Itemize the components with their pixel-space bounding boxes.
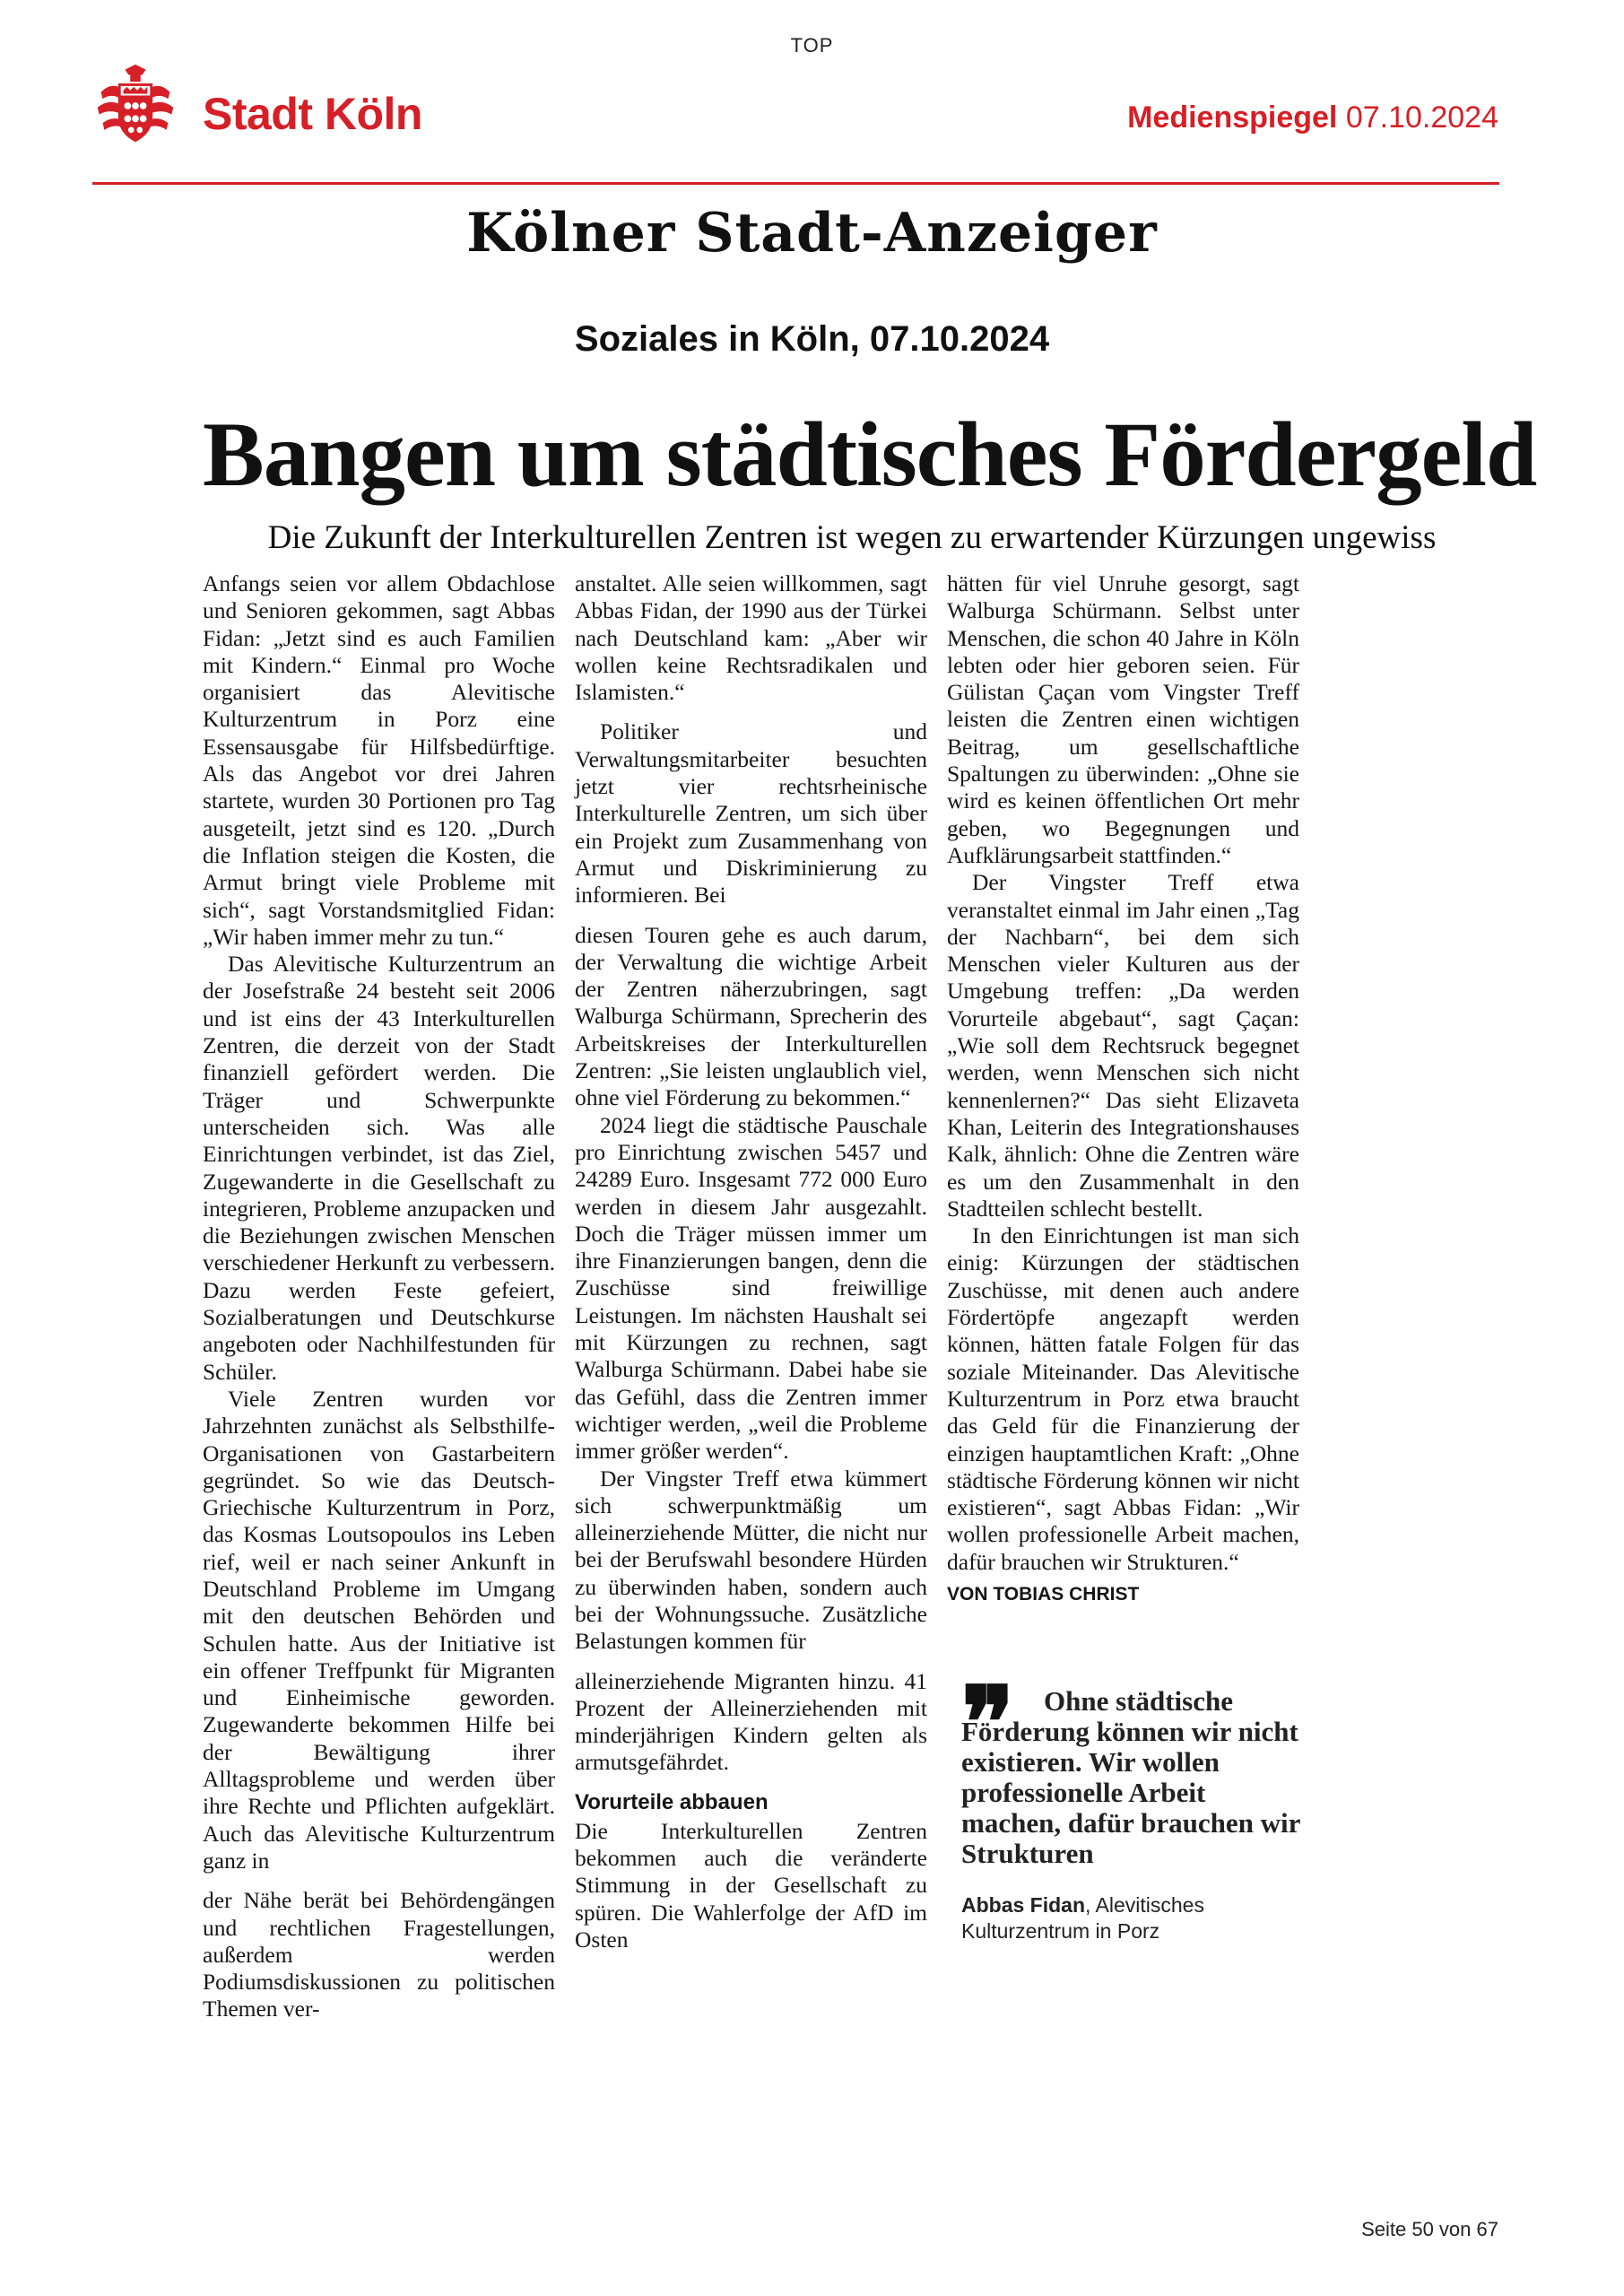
header-divider (92, 182, 1499, 185)
article-headline: Bangen um städtisches Fördergeld (203, 404, 1537, 506)
header-date: 07.10.2024 (1345, 100, 1498, 135)
paragraph: der Nähe berät bei Behördengängen und rechtlichen Fragestellungen, außerdem werden Podiumsdiskussionen zu politischen Themen ver- (203, 1887, 555, 2022)
newspaper-masthead: Kölner Stadt-Anzeiger (466, 202, 1158, 265)
article-column-2 (575, 570, 927, 1953)
quote-mark-icon: ❞ (961, 1665, 1015, 1780)
paragraph: anstaltet. Alle seien willkommen, sagt Abbas Fidan, der 1990 aus der Türkei nach Deutschland kam: „Aber wir wollen keine Rechtsradikalen und Islamisten.“ (575, 570, 927, 706)
cologne-coat-of-arms-icon (92, 63, 178, 149)
paragraph: alleinerziehende Migranten hinzu. 41 Prozent der Alleinerziehenden mit minderjährigen Kindern gelten als armutsgefährdet. (575, 1667, 927, 1776)
paragraph: diesen Touren gehe es auch darum, der Verwaltung die wichtige Arbeit der Zentren näherzubringen, sagt Walburga Schürmann, Sprecherin des Arbeitskreises der Interkulturellen Zentren: „Sie leisten unglaublich viel, ohne viel Förderung zu bekommen.“ (575, 921, 927, 1111)
paragraph: Der Vingster Treff etwa veranstaltet einmal im Jahr einen „Tag der Nachbarn“, bei dem sich Menschen vieler Kulturen aus der Umgebung treffen: „Da werden Vorurteile abgebaut“, sagt Çaçan: „Wie soll dem Rechtsruck begegnet werden, wenn Menschen sich nicht kennenlernen?“ Das sieht Elizaveta Khan, Leiterin des Integrationshauses Kalk, ähnlich: Ohne die Zentren wäre es um den Zusammenhalt in den Stadtteilen schlecht bestellt. (947, 869, 1299, 1222)
page-number: Seite 50 von 67 (1361, 2218, 1498, 2240)
section-date-line: Soziales in Köln, 07.10.2024 (574, 319, 1050, 359)
article-byline: VON TOBIAS CHRIST (947, 1583, 1140, 1605)
paragraph: Viele Zentren wurden vor Jahrzehnten zunächst als Selbsthilfe-Organisationen von Gastarbeitern gegründet. So wie das Deutsch-Griechische Kulturzentrum in Porz, das Kosmas Loutsopoulos ins Leben rief, weil er nach seiner Ankunft in Deutschland Probleme im Umgang mit den deutschen Behörden und Schulen hatte. Aus der Initiative ist ein offener Treffpunkt für Migranten und Einheimische geworden. Zugewanderte bekommen Hilfe bei der Bewältigung ihrer Alltagsprobleme und werden über ihre Rechte und Pflichten aufgeklärt. Auch das Alevitische Kulturzentrum ganz in (203, 1385, 555, 1874)
paragraph: In den Einrichtungen ist man sich einig: Kürzungen der städtischen Zuschüsse, mit denen auch andere Fördertöpfe angezapft werden können, hätten fatale Folgen für das soziale Miteinander. Das Alevitische Kulturzentrum in Porz etwa braucht das Geld für die Finanzierung der einzigen hauptamtlichen Kraft: „Ohne städtische Förderung können wir nicht existieren“, sagt Abbas Fidan: „Wir wollen professionelle Arbeit machen, dafür brauchen wir Strukturen.“ (947, 1222, 1299, 1575)
paragraph: Anfangs seien vor allem Obdachlose und Senioren gekommen, sagt Abbas Fidan: „Jetzt sind es auch Familien mit Kindern.“ Einmal pro Woche organisiert das Alevitische Kulturzentrum in Porz eine Essensausgabe für Hilfsbedürftige. Als das Angebot vor drei Jahren startete, wurden 30 Portionen pro Tag ausgeteilt, jetzt sind es 120. „Durch die Inflation steigen die Kosten, die Armut bringt viele Probleme mit sich“, sagt Vorstandsmitglied Fidan: „Wir haben immer mehr zu tun.“ (203, 570, 555, 950)
paragraph: Das Alevitische Kulturzentrum an der Josefstraße 24 besteht seit 2006 und ist eins der 43 Interkulturellen Zentren, die derzeit von der Stadt finanziell gefördert werden. Die Träger und Schwerpunkte unterscheiden sich. Was alle Einrichtungen verbindet, ist das Ziel, Zugewanderte in die Gesellschaft zu integrieren, Probleme anzupacken und die Beziehungen zwischen Menschen verschiedener Herkunft zu verbessern. Dazu werden Feste gefeiert, Sozialberatungen und Deutschkurse angeboten oder Nachhilfestunden für Schüler. (203, 951, 555, 1385)
article-column-1 (203, 570, 555, 2023)
paragraph: hätten für viel Unruhe gesorgt, sagt Walburga Schürmann. Selbst unter Menschen, die schon 40 Jahre in Köln lebten oder hier geboren seien. Für Gülistan Çaçan vom Vingster Treff leisten die Zentren einen wichtigen Beitrag, um gesellschaftliche Spaltungen zu überwinden: „Ohne sie wird es keinen öffentlichen Ort mehr geben, wo Begegnungen und Aufklärungsarbeit stattfinden.“ (947, 570, 1299, 868)
pull-quote-author (961, 1892, 1302, 1944)
pull-quote-author-role: , Alevitisches Kulturzentrum in Porz (961, 1893, 1204, 1943)
brand-name: Stadt Köln (203, 89, 422, 139)
article-subheadline: Die Zukunft der Interkulturellen Zentren ist wegen zu erwartender Kürzungen ungewiss (267, 519, 1437, 556)
header-medienspiegel (1127, 100, 1498, 135)
article-column-3 (947, 570, 1299, 1608)
pull-quote-text: Ohne städtische Förderung können wir nicht existieren. Wir wollen professionelle Arbeit machen, dafür brauchen wir Strukturen (961, 1685, 1300, 1869)
pull-quote-author-name: Abbas Fidan (961, 1893, 1086, 1917)
paragraph: 2024 liegt die städtische Pauschale pro Einrichtung zwischen 5457 und 24289 Euro. Insgesamt 772 000 Euro werden in diesem Jahr ausgezahlt. Doch die Träger müssen immer um ihre Finanzierungen bangen, denn die Zuschüsse sind freiwillige Leistungen. Im nächsten Haushalt sei mit Kürzungen zu rechnen, sagt Walburga Schürmann. Dabei habe sie das Gefühl, dass die Zentren immer wichtiger werden, „weil die Probleme immer größer werden“. (575, 1111, 927, 1465)
paragraph: Der Vingster Treff etwa kümmert sich schwerpunktmäßig um alleinerziehende Mütter, die nicht nur bei der Berufswahl besondere Hürden zu überwinden haben, sondern auch bei der Wohnungssuche. Zusätzliche Belastungen kommen für (575, 1465, 927, 1655)
article-subheading: Vorurteile abbauen (575, 1789, 769, 1814)
medienspiegel-label: Medienspiegel (1127, 100, 1338, 135)
top-label: TOP (790, 34, 834, 57)
paragraph: Politiker und Verwaltungsmitarbeiter besuchten jetzt vier rechtsrheinische Interkulturelle Zentren, um sich über ein Projekt zum Zusammenhang von Armut und Diskriminierung zu informieren. Bei (575, 718, 927, 909)
pull-quote (961, 1665, 1302, 1944)
paragraph: Die Interkulturellen Zentren bekommen auch die veränderte Stimmung in der Gesellschaft zu spüren. Die Wahlerfolge der AfD im Osten (575, 1817, 927, 1952)
